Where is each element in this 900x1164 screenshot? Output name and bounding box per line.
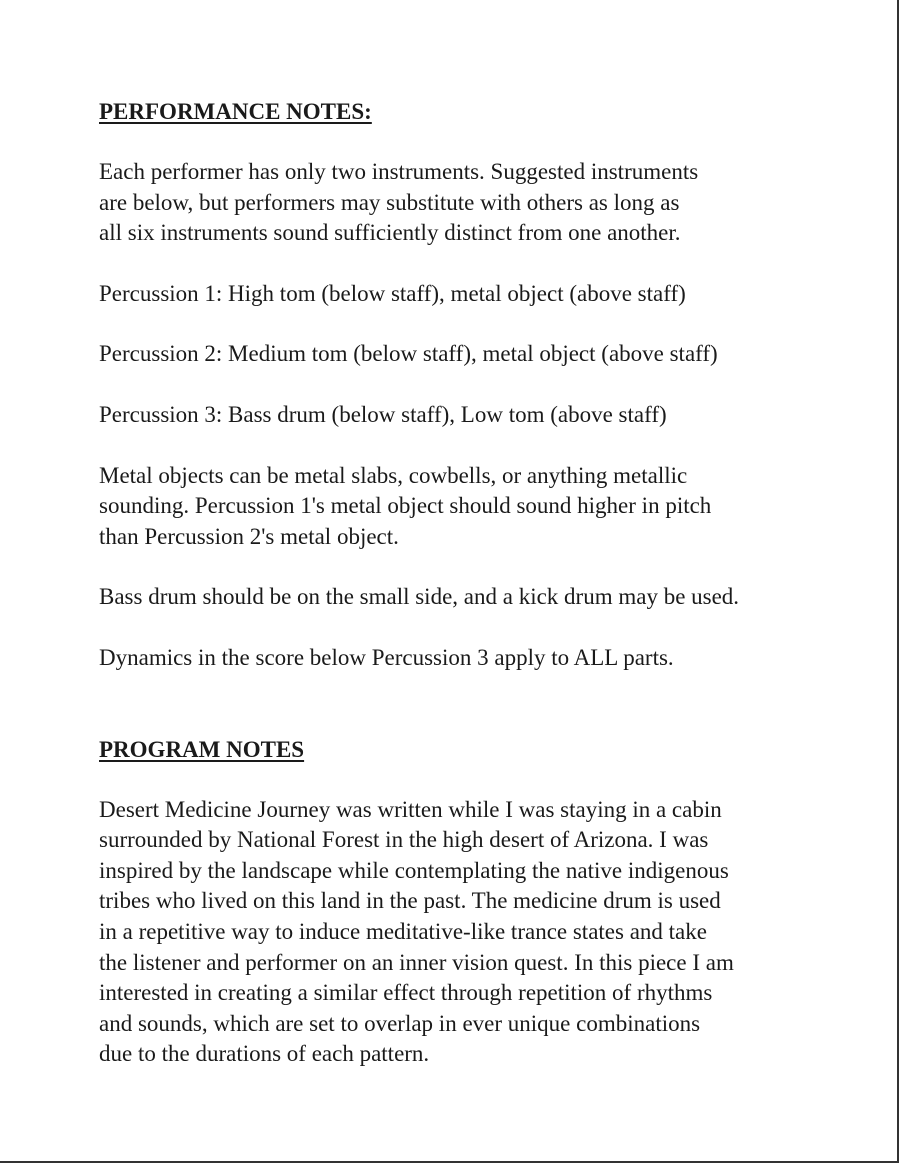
percussion-1-paragraph: Percussion 1: High tom (below staff), metal object (above staff) [99, 280, 686, 306]
bass-drum-paragraph: Bass drum should be on the small side, and a kick drum may be used. [99, 584, 740, 610]
program-notes-heading: PROGRAM NOTES [99, 736, 305, 762]
text-line: than Percussion 2's metal object. [99, 523, 399, 549]
text-line: interested in creating a similar effect through repetition of rhythms [99, 980, 713, 1006]
text-line: due to the durations of each pattern. [99, 1041, 430, 1067]
text-line: sounding. Percussion 1's metal object should sound higher in pitch [99, 493, 712, 519]
text-line: and sounds, which are set to overlap in ever unique combinations [99, 1010, 701, 1036]
percussion-3-paragraph: Percussion 3: Bass drum (below staff), Low tom (above staff) [99, 401, 667, 427]
text-line: Metal objects can be metal slabs, cowbells, or anything metallic [99, 462, 688, 488]
metal-objects-paragraph [99, 461, 859, 553]
performance-notes-heading: PERFORMANCE NOTES: [99, 99, 372, 124]
text-line: surrounded by National Forest in the high desert of Arizona. I was [99, 827, 709, 853]
text-line: tribes who lived on this land in the past. The medicine drum is used [99, 888, 721, 914]
performance-intro-paragraph [99, 157, 859, 249]
document-content [99, 97, 859, 1070]
percussion-2-paragraph: Percussion 2: Medium tom (below staff), metal object (above staff) [99, 341, 718, 367]
text-line: all six instruments sound sufficiently distinct from one another. [99, 220, 681, 246]
text-line: Each performer has only two instruments. Suggested instruments [99, 159, 699, 184]
text-line: the listener and performer on an inner vision quest. In this piece I am [99, 949, 734, 975]
text-line: Desert Medicine Journey was written while I was staying in a cabin [99, 796, 722, 822]
text-line: in a repetitive way to induce meditative-like trance states and take [99, 918, 707, 944]
dynamics-paragraph: Dynamics in the score below Percussion 3 apply to ALL parts. [99, 644, 674, 670]
text-line: inspired by the landscape while contemplating the native indigenous [99, 857, 729, 883]
program-notes-paragraph [99, 795, 859, 1070]
text-line: are below, but performers may substitute with others as long as [99, 189, 680, 215]
